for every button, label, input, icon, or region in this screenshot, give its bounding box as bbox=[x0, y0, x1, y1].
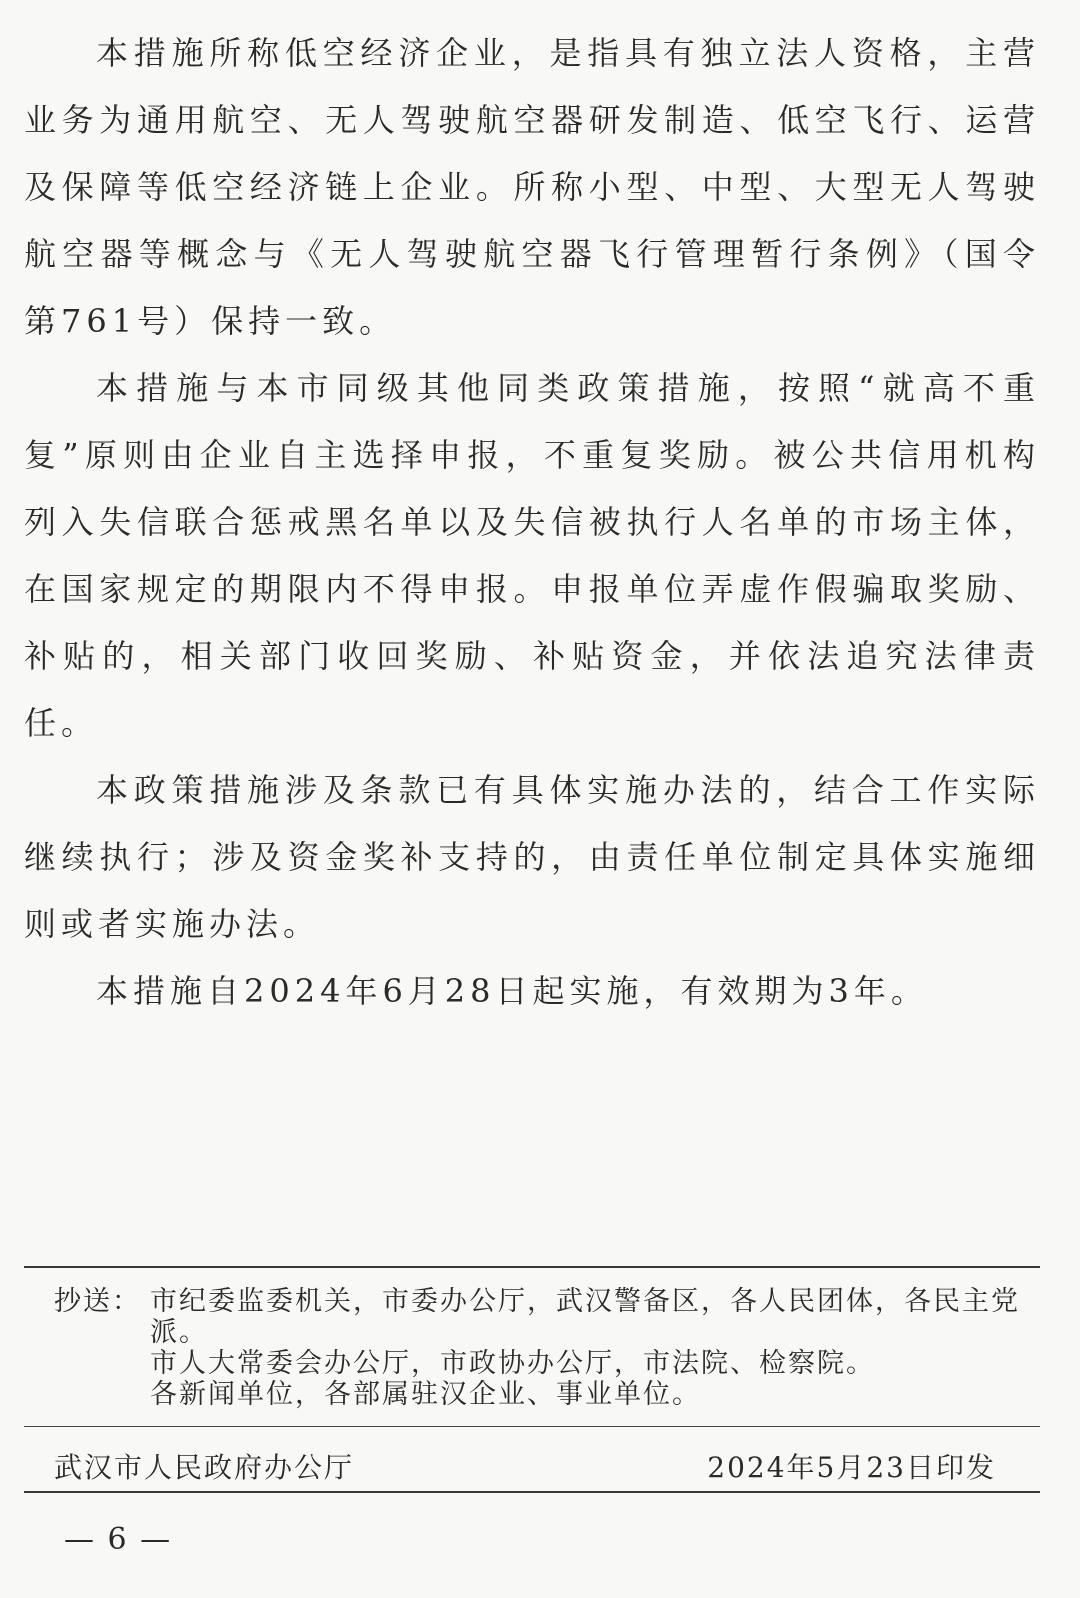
paragraph-definition: 本措施所称低空经济企业，是指具有独立法人资格，主营业务为通用航空、无人驾驶航空器研发制造、低空飞行、运营及保障等低空经济链上企业。所称小型、中型、大型无人驾驶航空器等概念与《无人驾驶航空器飞行管理暂行条例》（国令第761号）保持一致。 bbox=[24, 34, 1040, 340]
document-body bbox=[24, 20, 1040, 1025]
footer-top-rule bbox=[24, 1266, 1040, 1268]
paragraph-implementation-rules: 本政策措施涉及条款已有具体实施办法的，结合工作实际继续执行；涉及资金奖补支持的，由责任单位制定具体实施细则或者实施办法。 bbox=[24, 771, 1040, 943]
footer-bottom-rule bbox=[24, 1491, 1040, 1493]
page-number: — 6 — bbox=[64, 1522, 173, 1557]
paragraph-no-duplicate-rewards: 本措施与本市同级其他同类政策措施，按照“就高不重复”原则由企业自主选择申报，不重复奖励。被公共信用机构列入失信联合惩戒黑名单以及失信被执行人名单的市场主体，在国家规定的期限内不得申报。申报单位弄虚作假骗取奖励、补贴的，相关部门收回奖励、补贴资金，并依法追究法律责任。 bbox=[24, 369, 1040, 742]
cc-label: 抄送： bbox=[54, 1286, 141, 1317]
cc-line: 各新闻单位，各部属驻汉企业、事业单位。 bbox=[150, 1379, 701, 1410]
cc-line: 市人大常委会办公厅，市政协办公厅，市法院、检察院。 bbox=[150, 1348, 875, 1379]
paragraph-effective-date: 本措施自2024年6月28日起实施，有效期为3年。 bbox=[96, 972, 928, 1010]
footer-middle-rule bbox=[24, 1426, 1040, 1427]
cc-line: 市纪委监委机关，市委办公厅，武汉警备区，各人民团体，各民主党派。 bbox=[150, 1286, 1020, 1348]
issue-date: 2024年5月23日印发 bbox=[707, 1451, 996, 1484]
cc-recipients bbox=[150, 1286, 1020, 1410]
issuing-office: 武汉市人民政府办公厅 bbox=[54, 1451, 355, 1484]
